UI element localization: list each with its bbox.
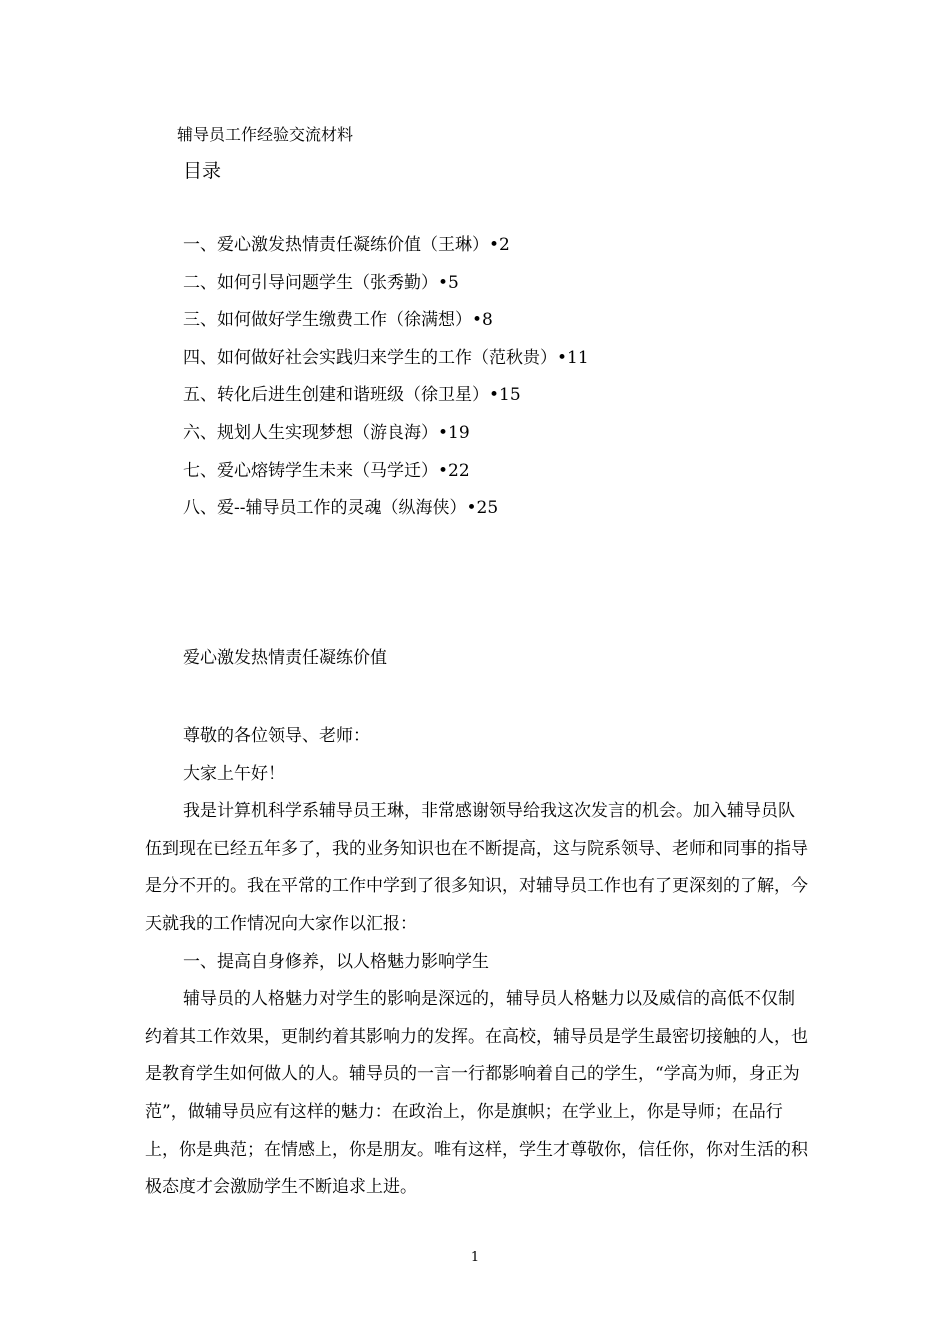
toc-entry: 四、如何做好社会实践归来学生的工作（范秋贵）•11 [183,347,589,368]
toc-entry: 八、爱--辅导员工作的灵魂（纵海侠）•25 [183,498,499,519]
toc-entry: 七、爱心熔铸学生未来（马学迁）•22 [183,460,470,481]
document-title: 辅导员工作经验交流材料 [177,125,354,144]
toc-entry: 五、转化后进生创建和谐班级（徐卫星）•15 [183,385,521,406]
salutation: 尊敬的各位领导、老师： [183,726,370,746]
page-number: 1 [470,1250,480,1265]
table-of-contents [183,232,589,533]
greeting: 大家上午好！ [183,763,285,784]
body-text [145,718,810,1207]
body-paragraph: 辅导员的人格魅力对学生的影响是深远的，辅导员人格魅力以及威信的高低不仅制约着其工作效果，更制约着其影响力的发挥。在高校，辅导员是学生最密切接触的人，也是教育学生如何做人的人。辅导员的一言一行都影响着自己的学生，“学高为师，身正为范”，做辅导员应有这样的魅力：在政治上，你是旗帜；在学业上，你是导师；在品行上，你是典范；在情感上，你是朋友。唯有这样，学生才尊敬你，信任你，你对生活的积极态度才会激励学生不断追求上进。 [145,989,808,1198]
toc-entry: 一、爱心激发热情责任凝练价值（王琳）•2 [183,235,510,255]
subheading: 一、提高自身修养，以人格魅力影响学生 [183,951,489,972]
body-paragraph: 我是计算机科学系辅导员王琳，非常感谢领导给我这次发言的机会。加入辅导员队伍到现在已经五年多了，我的业务知识也在不断提高，这与院系领导、老师和同事的指导是分不开的。我在平常的工作中学到了很多知识，对辅导员工作也有了更深刻的了解，今天就我的工作情况向大家作以汇报： [145,801,808,934]
toc-entry: 六、规划人生实现梦想（游良海）•19 [183,422,470,443]
toc-heading: 目录 [183,160,222,182]
toc-entry: 三、如何做好学生缴费工作（徐满想）•8 [183,310,493,331]
section-title: 爱心激发热情责任凝练价值 [183,648,387,668]
toc-entry: 二、如何引导问题学生（张秀勤）•5 [183,272,459,293]
